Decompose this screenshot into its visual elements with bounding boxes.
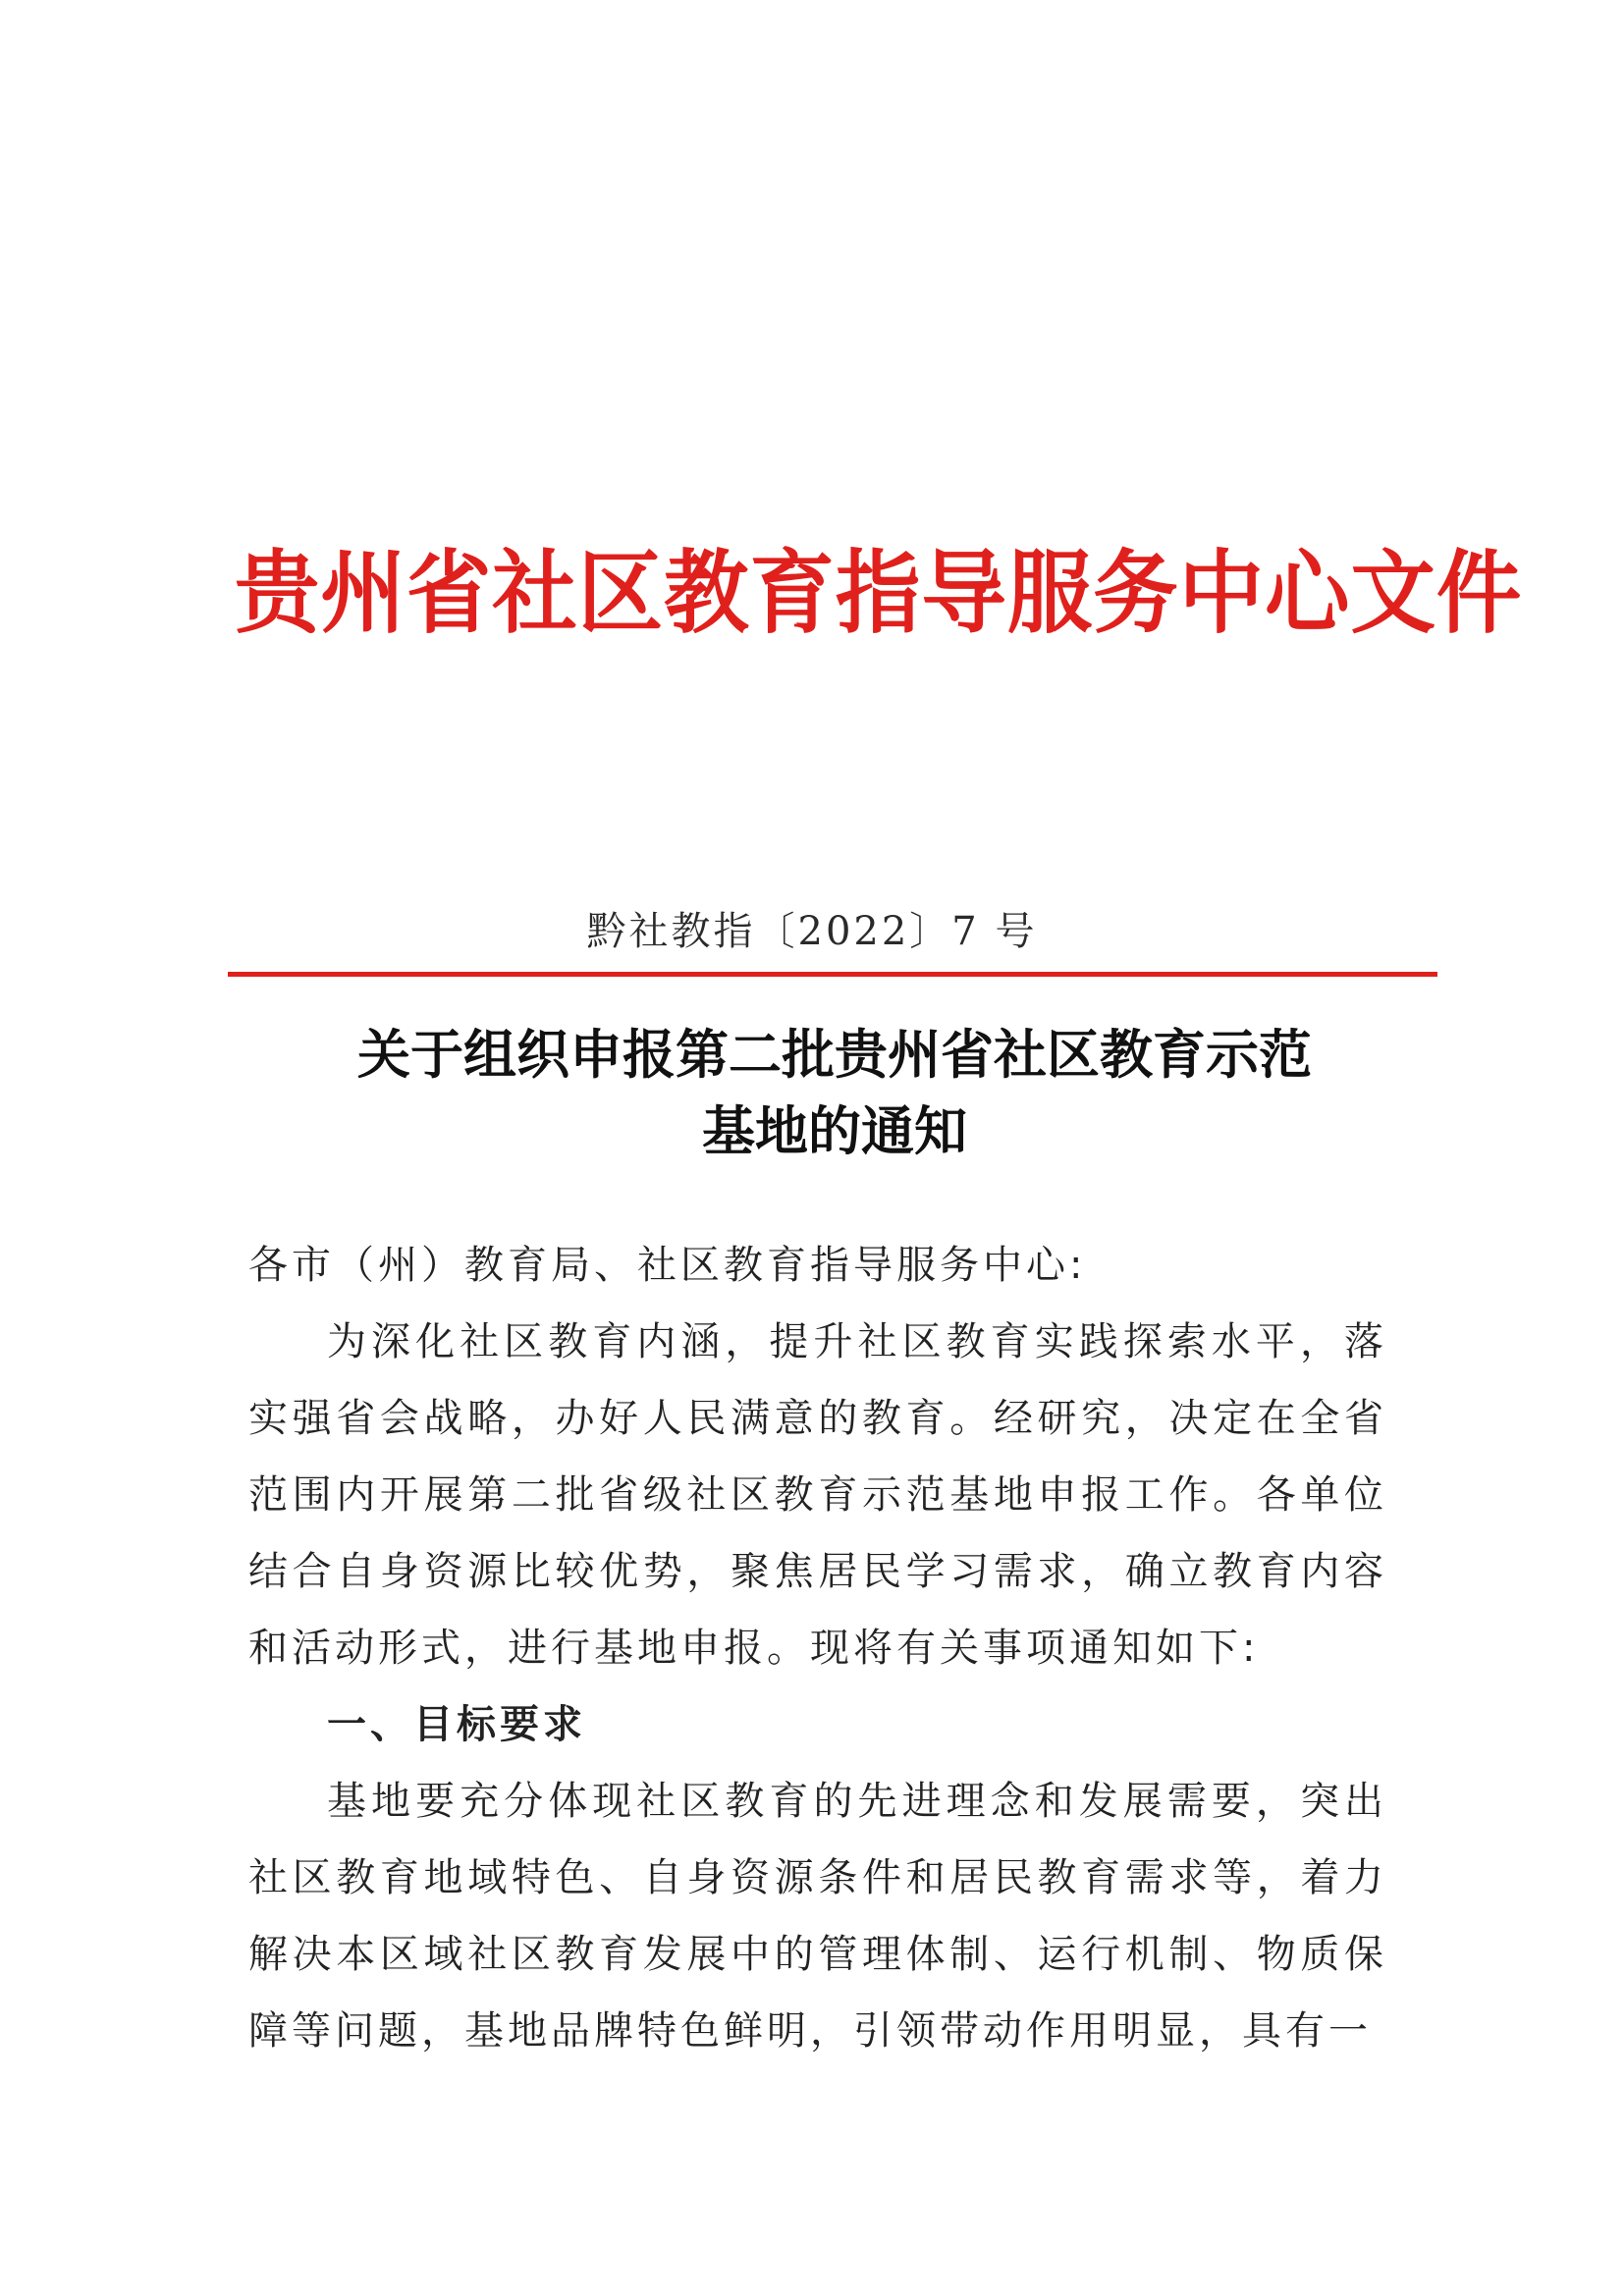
document-body [248, 1227, 1387, 2069]
salutation: 各市（州）教育局、社区教育指导服务中心: [248, 1243, 1087, 1288]
red-divider-line [228, 972, 1437, 977]
body-paragraph-2: 基地要充分体现社区教育的先进理念和发展需要，突出社区教育地域特色、自身资源条件和居民教育需求等，着力解决本区域社区教育发展中的管理体制、运行机制、物质保障等问题，基地品牌特色鲜明，引领带动作用明显，具有一 [248, 1779, 1387, 2054]
notice-title-line-1: 关于组织申报第二批贵州省社区教育示范 [357, 1023, 1312, 1086]
body-paragraph-1: 为深化社区教育内涵，提升社区教育实践探索水平，落实强省会战略，办好人民满意的教育。经研究，决定在全省范围内开展第二批省级社区教育示范基地申报工作。各单位结合自身资源比较优势，聚焦居民学习需求，确立教育内容和活动形式，进行基地申报。现将有关事项通知如下: [248, 1319, 1387, 1671]
notice-title [196, 1016, 1473, 1169]
org-header-title: 贵州省社区教育指导服务中心文件 [235, 541, 1523, 646]
notice-title-line-2: 基地的通知 [702, 1099, 967, 1162]
section-heading-1: 一、目标要求 [327, 1702, 586, 1747]
document-number: 黔社教指〔2022〕7 号 [586, 909, 1038, 954]
